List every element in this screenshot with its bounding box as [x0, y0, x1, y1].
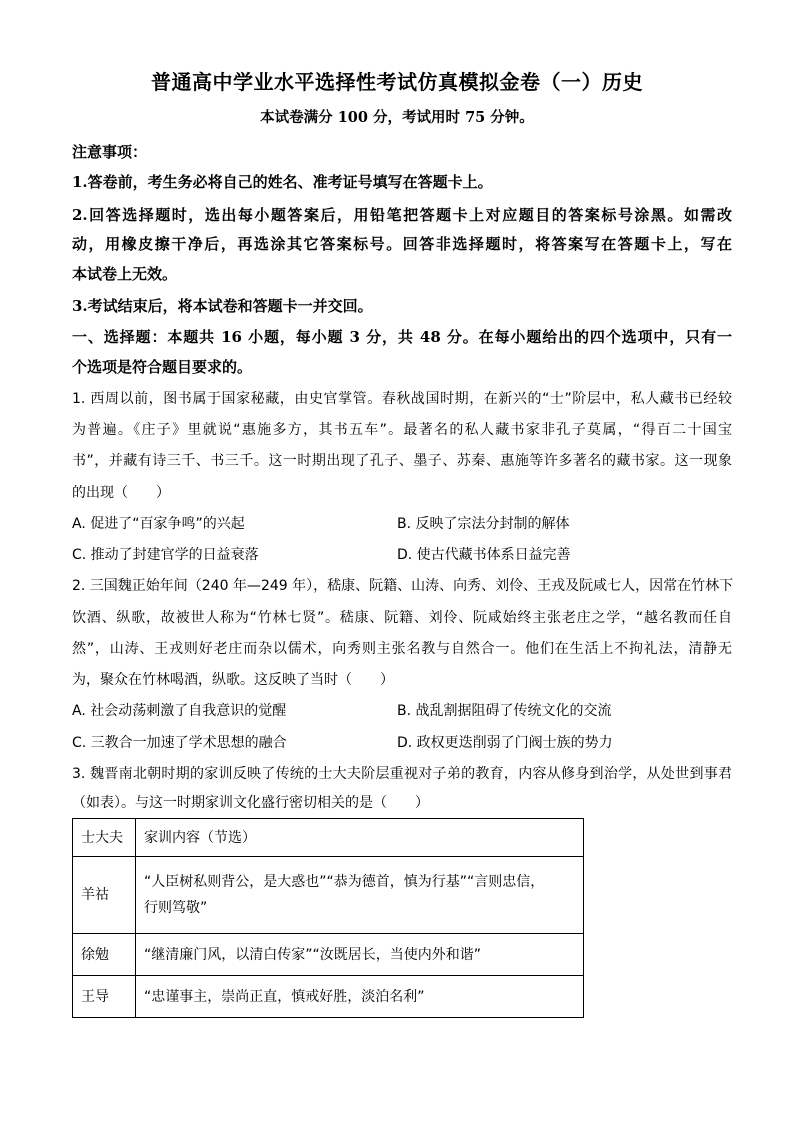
q1-stem-line-4: 的出现（ ）: [72, 485, 170, 501]
table-cell-content: “继清廉门风，以清白传家”“汝既居长，当使内外和谐”: [136, 934, 584, 976]
q1-option-c[interactable]: C. 推动了封建官学的日益衰落: [72, 547, 259, 563]
exam-subtitle: 本试卷满分 100 分，考试用时 75 分钟。: [260, 109, 534, 126]
table-row: [73, 857, 584, 934]
notice-item-3: 3.考试结束后，将本试卷和答题卡一并交回。: [72, 297, 373, 315]
q1-stem-line-3: 书”，并藏有诗三千、书三千。这一时期出现了孔子、墨子、苏秦、惠施等许多著名的藏书家。这一现象: [72, 453, 732, 469]
q2-option-c[interactable]: C. 三教合一加速了学术思想的融合: [72, 735, 287, 751]
q1-option-a[interactable]: A. 促进了“百家争鸣”的兴起: [72, 516, 245, 532]
notice-item-2-line-3: 本试卷上无效。: [72, 265, 178, 283]
q2-option-a[interactable]: A. 社会动荡刺激了自我意识的觉醒: [72, 703, 287, 719]
table-row: [73, 976, 584, 1018]
table-cell-content-line: 行则笃敬”: [144, 900, 208, 916]
table-cell-person: 羊祜: [73, 857, 136, 934]
q2-option-d[interactable]: D. 政权更迭削弱了门阀士族的势力: [397, 735, 613, 751]
section-1-line-2: 个选项是符合题目要求的。: [72, 358, 253, 376]
family-precepts-table: [72, 818, 584, 1018]
q1-stem-line-2: 为普遍。《庄子》里就说“惠施多方，其书五车”。最著名的私人藏书家非孔子莫属，“得百二十国宝: [72, 422, 732, 438]
notice-item-2-line-2: 动，用橡皮擦干净后，再选涂其它答案标号。回答非选择题时，将答案写在答题卡上，写在: [72, 235, 732, 253]
q3-stem-line-1: 3. 魏晋南北朝时期的家训反映了传统的士大夫阶层重视对子弟的教育，内容从修身到治学，从处世到事君: [72, 766, 732, 782]
q1-option-b[interactable]: B. 反映了宗法分封制的解体: [397, 516, 570, 532]
q2-stem-line-1: 2. 三国魏正始年间（240 年—249 年），嵇康、阮籍、山涛、向秀、刘伶、王戎及阮咸七人，因常在竹林下: [72, 578, 734, 594]
table-header-row: [73, 819, 584, 857]
section-1-line-1: 一、选择题：本题共 16 小题，每小题 3 分，共 48 分。在每小题给出的四个选项中，只有一: [72, 328, 732, 346]
q2-stem-line-2: 饮酒、纵歌，故被世人称为“竹林七贤”。嵇康、阮籍、刘伶、阮咸始终主张老庄之学，“越名教而任自: [72, 610, 732, 626]
table-cell-person: 徐勉: [73, 934, 136, 976]
table-header-cell: 家训内容（节选）: [136, 819, 584, 857]
table-cell-content: [136, 857, 584, 934]
table-row: [73, 934, 584, 976]
exam-title: 普通高中学业水平选择性考试仿真模拟金卷（一）历史: [151, 70, 643, 94]
notice-heading: 注意事项：: [72, 143, 148, 161]
q2-stem-line-4: 为，聚众在竹林喝酒，纵歌。这反映了当时（ ）: [72, 672, 394, 688]
table-cell-content-line: “人臣树私则背公，是大惑也”“恭为德首，慎为行基”“言则忠信，: [144, 874, 545, 890]
q2-stem-line-3: 然”，山涛、王戎则好老庄而杂以儒术，向秀则主张名教与自然合一。他们在生活上不拘礼法，清静无: [72, 641, 732, 657]
notice-item-1: 1.答卷前，考生务必将自己的姓名、准考证号填写在答题卡上。: [72, 173, 493, 191]
table-header-cell: 士大夫: [73, 819, 136, 857]
notice-item-2-line-1: 2.回答选择题时，选出每小题答案后，用铅笔把答题卡上对应题目的答案标号涂黑。如需改: [72, 206, 732, 224]
q2-option-b[interactable]: B. 战乱割据阻碍了传统文化的交流: [397, 703, 612, 719]
q1-option-d[interactable]: D. 使古代藏书体系日益完善: [397, 547, 571, 563]
q3-stem-line-2: （如表）。与这一时期家训文化盛行密切相关的是（ ）: [72, 795, 429, 811]
q1-stem-line-1: 1. 西周以前，图书属于国家秘藏，由史官掌管。春秋战国时期，在新兴的“士”阶层中，私人藏书已经较: [72, 391, 732, 407]
table-cell-content: “忠谨事主，崇尚正直，慎戒好胜，淡泊名利”: [136, 976, 584, 1018]
table-cell-person: 王导: [73, 976, 136, 1018]
